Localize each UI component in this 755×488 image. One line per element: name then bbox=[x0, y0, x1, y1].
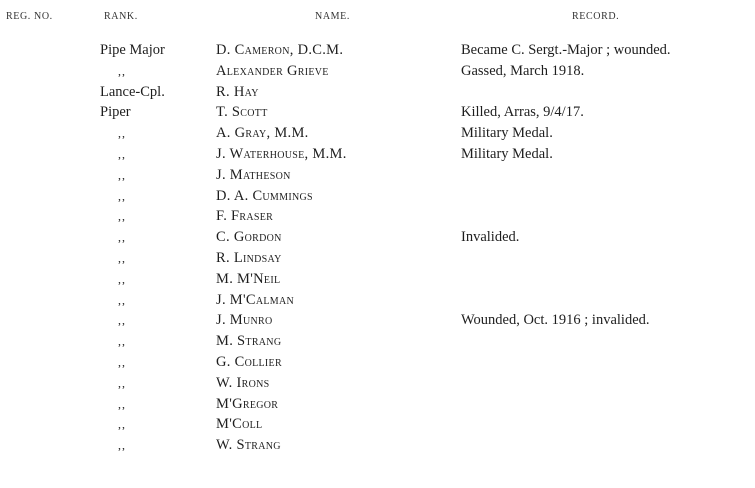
rank-cell: ,, bbox=[118, 250, 126, 265]
table-row bbox=[0, 290, 755, 311]
rank-cell: ,, bbox=[118, 313, 126, 328]
table-row bbox=[0, 40, 755, 61]
name-cell: M'Gregor bbox=[216, 395, 279, 412]
name-cell: R. Hay bbox=[216, 83, 259, 100]
table-row bbox=[0, 414, 755, 435]
name-cell: D. Cameron, D.C.M. bbox=[216, 42, 344, 58]
name-cell: T. Scott bbox=[216, 104, 268, 121]
record-cell: Gassed, March 1918. bbox=[461, 62, 585, 79]
rank-cell: ,, bbox=[118, 396, 126, 411]
rank-cell: ,, bbox=[118, 63, 126, 78]
record-cell: Military Medal. bbox=[461, 145, 553, 162]
table-row bbox=[0, 206, 755, 227]
table-row bbox=[0, 248, 755, 269]
record-cell: Killed, Arras, 9/4/17. bbox=[461, 104, 584, 121]
table-row bbox=[0, 227, 755, 248]
table-row bbox=[0, 61, 755, 82]
name-cell: A. Gray, M.M. bbox=[216, 125, 309, 142]
name-cell: J. Munro bbox=[216, 312, 273, 329]
rank-cell: ,, bbox=[118, 438, 126, 453]
record-cell: Invalided. bbox=[461, 229, 520, 246]
rank-cell: ,, bbox=[118, 230, 126, 245]
rank-cell: ,, bbox=[118, 167, 126, 182]
name-cell: G. Collier bbox=[216, 353, 282, 370]
name-cell: C. Gordon bbox=[216, 229, 282, 246]
name-cell: J. M'Calman bbox=[216, 291, 295, 308]
rank-cell: ,, bbox=[118, 354, 126, 369]
name-cell: J. Matheson bbox=[216, 166, 291, 183]
table-row bbox=[0, 165, 755, 186]
table-row bbox=[0, 310, 755, 331]
rank-cell: ,, bbox=[118, 126, 126, 141]
table-row bbox=[0, 331, 755, 352]
rank-cell: ,, bbox=[118, 292, 126, 307]
rank-cell: ,, bbox=[118, 146, 126, 161]
table-row bbox=[0, 373, 755, 394]
rank-cell: ,, bbox=[118, 375, 126, 390]
table-row bbox=[0, 186, 755, 207]
name-cell: M. M'Neil bbox=[216, 270, 281, 287]
name-cell: M'Coll bbox=[216, 416, 263, 433]
rank-cell: ,, bbox=[118, 209, 126, 224]
table-row bbox=[0, 123, 755, 144]
rank-cell: Pipe Major bbox=[100, 42, 165, 58]
name-cell: W. Strang bbox=[216, 437, 281, 454]
name-cell: R. Lindsay bbox=[216, 249, 282, 266]
table-row bbox=[0, 394, 755, 415]
rank-cell: ,, bbox=[118, 188, 126, 203]
table-row bbox=[0, 269, 755, 290]
header-rank: RANK. bbox=[104, 11, 138, 22]
roster-table bbox=[0, 40, 755, 456]
name-cell: J. Waterhouse, M.M. bbox=[216, 145, 347, 162]
name-cell: F. Fraser bbox=[216, 208, 274, 225]
record-cell: Military Medal. bbox=[461, 125, 553, 142]
rank-cell: Piper bbox=[100, 104, 131, 121]
rank-cell: ,, bbox=[118, 271, 126, 286]
header-record: RECORD. bbox=[572, 11, 620, 22]
table-row bbox=[0, 102, 755, 123]
header-name: NAME. bbox=[315, 11, 350, 22]
rank-cell: Lance-Cpl. bbox=[100, 83, 165, 100]
rank-cell: ,, bbox=[118, 334, 126, 349]
table-row bbox=[0, 435, 755, 456]
name-cell: M. Strang bbox=[216, 333, 282, 350]
record-cell: Became C. Sergt.-Major ; wounded. bbox=[461, 42, 671, 58]
name-cell: D. A. Cummings bbox=[216, 187, 313, 204]
record-cell: Wounded, Oct. 1916 ; invalided. bbox=[461, 312, 650, 329]
name-cell: W. Irons bbox=[216, 374, 270, 391]
name-cell: Alexander Grieve bbox=[216, 62, 329, 79]
table-row bbox=[0, 144, 755, 165]
header-reg-no: REG. NO. bbox=[6, 11, 53, 22]
rank-cell: ,, bbox=[118, 417, 126, 432]
table-row bbox=[0, 352, 755, 373]
table-row bbox=[0, 82, 755, 103]
